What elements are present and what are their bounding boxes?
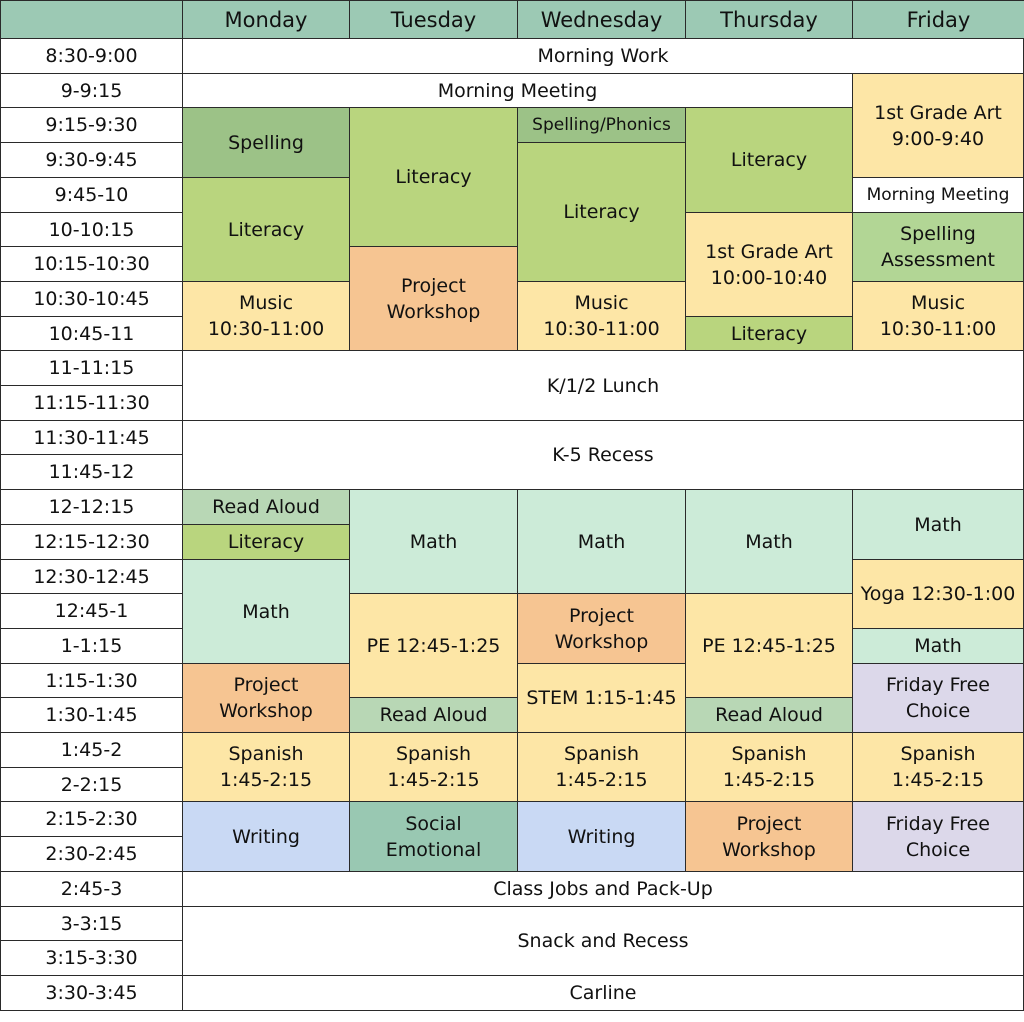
- block-friday-spelling-assessment: Spelling Assessment: [852, 212, 1024, 282]
- time-slot-label: 11:30-11:45: [0, 420, 183, 455]
- time-slot-label: 2:15-2:30: [0, 801, 183, 837]
- block-friday-free-choice-2: Friday Free Choice: [852, 801, 1024, 872]
- block-friday-math-2: Math: [852, 628, 1024, 664]
- block-tuesday-project-workshop: Project Workshop: [349, 246, 518, 351]
- block-wednesday-spanish: Spanish 1:45-2:15: [517, 732, 686, 802]
- block-thursday-math: Math: [685, 489, 853, 594]
- block-thursday-pe: PE 12:45-1:25: [685, 593, 853, 698]
- block-monday-read-aloud: Read Aloud: [182, 489, 350, 525]
- time-slot-label: 3-3:15: [0, 906, 183, 941]
- block-monday-spanish: Spanish 1:45-2:15: [182, 732, 350, 802]
- block-carline: Carline: [182, 975, 1024, 1011]
- time-slot-label: 1:45-2: [0, 732, 183, 768]
- block-thursday-spanish: Spanish 1:45-2:15: [685, 732, 853, 802]
- day-header-monday: Monday: [182, 0, 350, 39]
- time-slot-label: 12:30-12:45: [0, 559, 183, 594]
- block-snack-recess: Snack and Recess: [182, 906, 1024, 976]
- block-wednesday-math: Math: [517, 489, 686, 594]
- time-slot-label: 10:45-11: [0, 316, 183, 351]
- block-monday-spelling: Spelling: [182, 107, 350, 178]
- block-recess: K-5 Recess: [182, 420, 1024, 490]
- day-header-tuesday: Tuesday: [349, 0, 518, 39]
- time-slot-label: 11:15-11:30: [0, 385, 183, 421]
- block-monday-project-workshop: Project Workshop: [182, 663, 350, 733]
- block-lunch: K/1/2 Lunch: [182, 350, 1024, 421]
- time-slot-label: 2:45-3: [0, 871, 183, 907]
- time-slot-label: 10-10:15: [0, 212, 183, 247]
- day-header-friday: Friday: [852, 0, 1024, 39]
- block-wednesday-literacy: Literacy: [517, 142, 686, 282]
- block-friday-math: Math: [852, 489, 1024, 560]
- block-wednesday-stem: STEM 1:15-1:45: [517, 663, 686, 733]
- block-wednesday-writing: Writing: [517, 801, 686, 872]
- time-slot-label: 10:30-10:45: [0, 281, 183, 317]
- block-monday-literacy-2: Literacy: [182, 524, 350, 560]
- block-tuesday-social-emotional: Social Emotional: [349, 801, 518, 872]
- time-slot-label: 3:30-3:45: [0, 975, 183, 1011]
- block-thursday-literacy-2: Literacy: [685, 316, 853, 351]
- time-slot-label: 8:30-9:00: [0, 38, 183, 74]
- block-tuesday-math: Math: [349, 489, 518, 594]
- block-tuesday-read-aloud: Read Aloud: [349, 697, 518, 733]
- time-slot-label: 11-11:15: [0, 350, 183, 386]
- block-thursday-art: 1st Grade Art 10:00-10:40: [685, 212, 853, 317]
- time-slot-label: 9:45-10: [0, 177, 183, 213]
- block-thursday-project-workshop: Project Workshop: [685, 801, 853, 872]
- block-tuesday-pe: PE 12:45-1:25: [349, 593, 518, 698]
- block-wednesday-spelling-phonics: Spelling/Phonics: [517, 107, 686, 143]
- day-header-wednesday: Wednesday: [517, 0, 686, 39]
- block-monday-writing: Writing: [182, 801, 350, 872]
- block-friday-yoga: Yoga 12:30-1:00: [852, 559, 1024, 629]
- time-slot-label: 12:45-1: [0, 593, 183, 629]
- block-morning-work: Morning Work: [182, 38, 1024, 74]
- block-friday-morning-meeting: Morning Meeting: [852, 177, 1024, 213]
- block-friday-art: 1st Grade Art 9:00-9:40: [852, 73, 1024, 178]
- block-friday-spanish: Spanish 1:45-2:15: [852, 732, 1024, 802]
- block-thursday-read-aloud: Read Aloud: [685, 697, 853, 733]
- time-slot-label: 9:30-9:45: [0, 142, 183, 178]
- block-wednesday-project-workshop: Project Workshop: [517, 593, 686, 664]
- time-slot-label: 2:30-2:45: [0, 836, 183, 872]
- time-slot-label: 3:15-3:30: [0, 940, 183, 976]
- time-slot-label: 12-12:15: [0, 489, 183, 525]
- time-slot-label: 1:30-1:45: [0, 697, 183, 733]
- block-tuesday-literacy: Literacy: [349, 107, 518, 247]
- day-header-thursday: Thursday: [685, 0, 853, 39]
- block-friday-music: Music 10:30-11:00: [852, 281, 1024, 351]
- block-monday-literacy: Literacy: [182, 177, 350, 282]
- time-slot-label: 1-1:15: [0, 628, 183, 664]
- block-tuesday-spanish: Spanish 1:45-2:15: [349, 732, 518, 802]
- time-slot-label: 2-2:15: [0, 767, 183, 802]
- block-morning-meeting: Morning Meeting: [182, 73, 853, 108]
- time-slot-label: 11:45-12: [0, 454, 183, 490]
- header-corner: [0, 0, 183, 39]
- block-monday-math: Math: [182, 559, 350, 664]
- block-wednesday-music: Music 10:30-11:00: [517, 281, 686, 351]
- block-friday-free-choice: Friday Free Choice: [852, 663, 1024, 733]
- time-slot-label: 9-9:15: [0, 73, 183, 108]
- block-class-jobs: Class Jobs and Pack-Up: [182, 871, 1024, 907]
- time-slot-label: 10:15-10:30: [0, 246, 183, 282]
- time-slot-label: 1:15-1:30: [0, 663, 183, 698]
- time-slot-label: 12:15-12:30: [0, 524, 183, 560]
- block-monday-music: Music 10:30-11:00: [182, 281, 350, 351]
- time-slot-label: 9:15-9:30: [0, 107, 183, 143]
- block-thursday-literacy: Literacy: [685, 107, 853, 213]
